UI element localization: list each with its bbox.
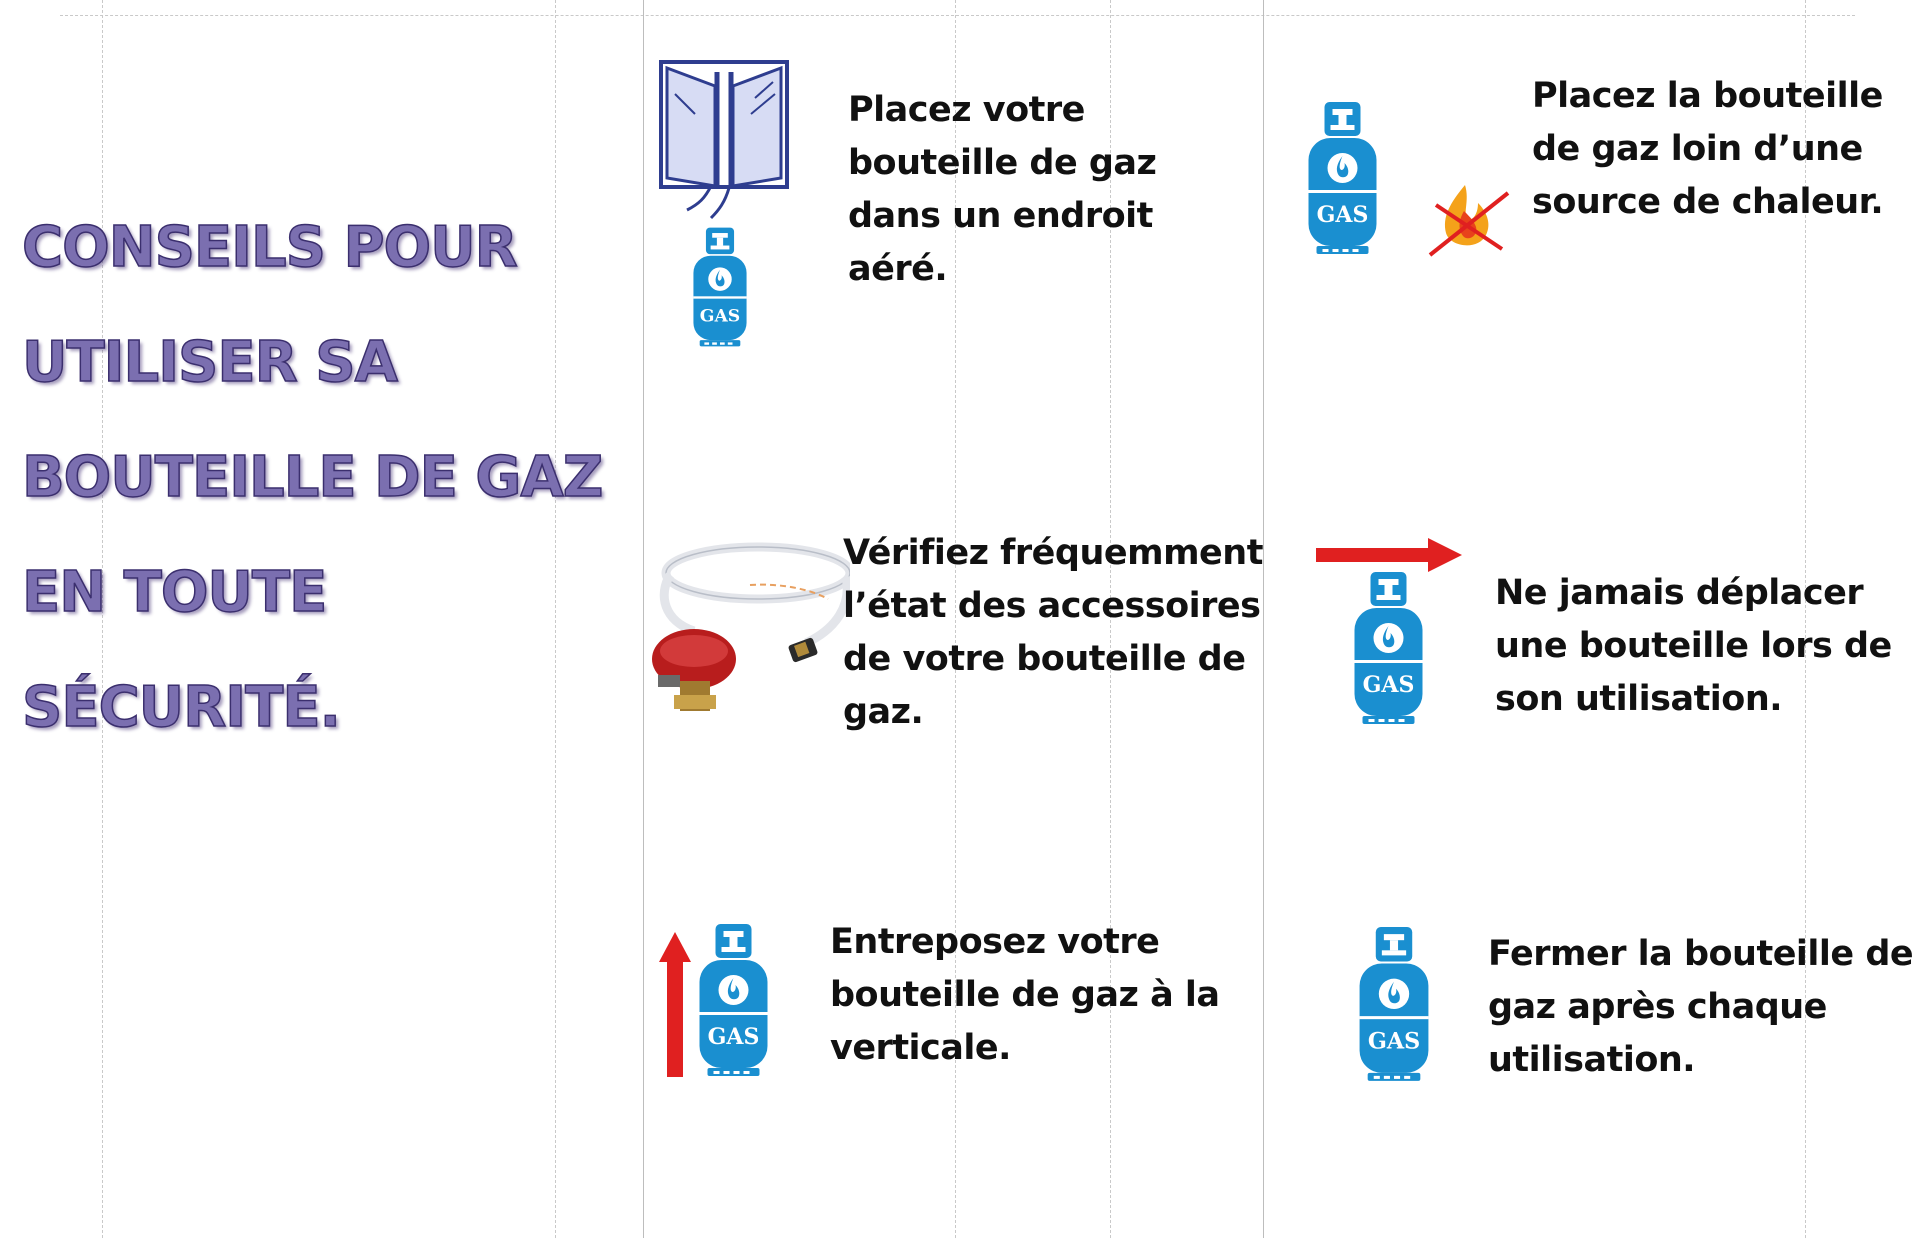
tip-line: aéré. <box>848 249 948 289</box>
tip-accessories <box>843 527 1263 739</box>
tip-line: Fermer la bouteille de <box>1488 934 1914 974</box>
title-line: EN TOUTE <box>22 560 327 625</box>
guide-line-top <box>60 15 1855 16</box>
page-title <box>22 190 622 765</box>
tip-line: utilisation. <box>1488 1040 1696 1080</box>
tip-line: Placez la bouteille <box>1532 76 1883 116</box>
tip-line: de votre bouteille de <box>843 639 1246 679</box>
tip-line: Placez votre <box>848 90 1085 130</box>
tip-line: source de chaleur. <box>1532 182 1884 222</box>
window-and-gas-bottle-icon <box>655 58 805 358</box>
tip-line: gaz. <box>843 692 924 732</box>
tip-close-after-use <box>1488 928 1913 1087</box>
tip-line: bouteille de gaz <box>848 143 1157 183</box>
title-line: CONSEILS POUR <box>22 215 517 280</box>
tip-line: l’état des accessoires <box>843 586 1261 626</box>
column-divider <box>643 0 644 1238</box>
gas-bottle-closed-icon <box>1350 925 1440 1090</box>
title-line: BOUTEILLE DE GAZ <box>22 445 603 510</box>
tip-line: son utilisation. <box>1495 679 1783 719</box>
tip-line: dans un endroit <box>848 196 1153 236</box>
column-divider <box>1263 0 1264 1238</box>
tip-line: de gaz loin d’une <box>1532 129 1863 169</box>
tip-line: Entreposez votre <box>830 922 1160 962</box>
gas-bottle-arrow-right-icon <box>1316 538 1466 733</box>
title-line: UTILISER SA <box>22 330 397 395</box>
tip-line: Ne jamais déplacer <box>1495 573 1864 613</box>
title-line: SÉCURITÉ. <box>22 675 340 740</box>
tip-line: une bouteille lors de <box>1495 626 1892 666</box>
tip-line: gaz après chaque <box>1488 987 1827 1027</box>
tip-do-not-move <box>1495 567 1892 726</box>
tip-line: Vérifiez fréquemment <box>843 533 1263 573</box>
tip-line: bouteille de gaz à la <box>830 975 1220 1015</box>
hose-regulator-icon <box>650 525 850 725</box>
tip-line: verticale. <box>830 1028 1011 1068</box>
gas-bottle-arrow-up-icon <box>655 922 795 1087</box>
tip-heat-source <box>1532 70 1883 229</box>
tip-ventilation <box>848 84 1156 296</box>
tip-store-upright <box>830 916 1220 1075</box>
gas-bottle-no-fire-icon <box>1300 100 1520 265</box>
